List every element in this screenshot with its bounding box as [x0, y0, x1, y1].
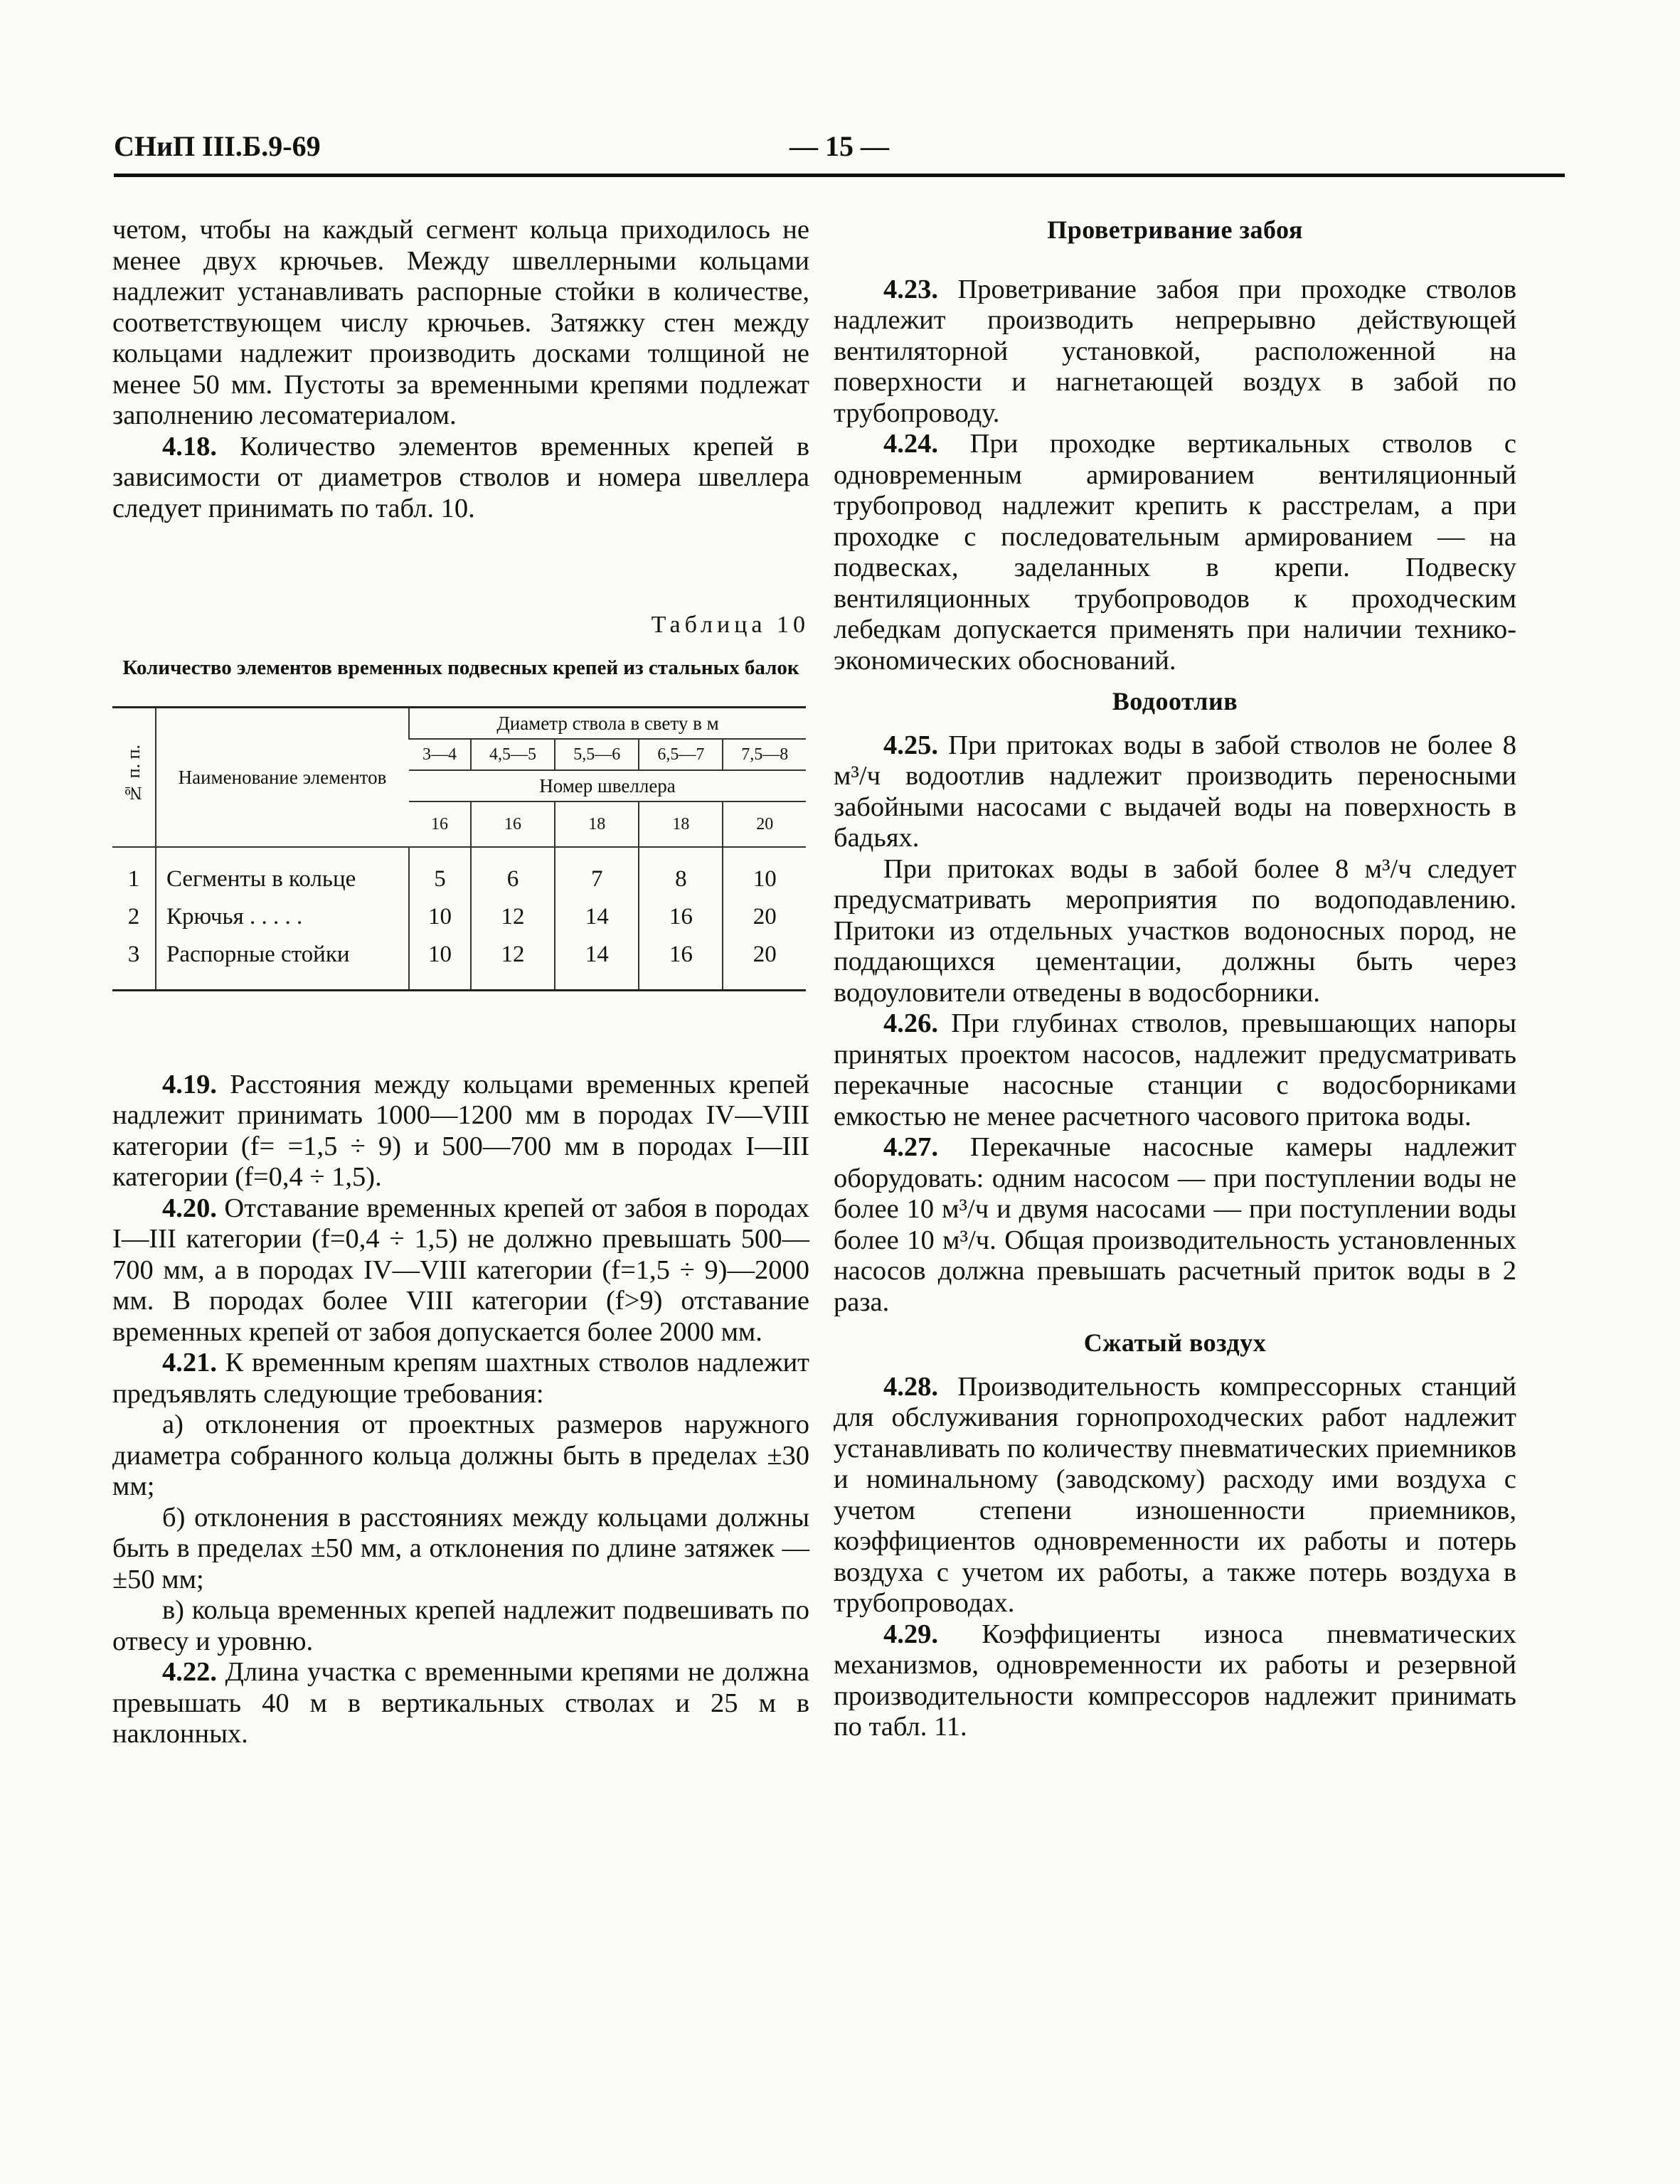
- page-number: — 15 —: [790, 130, 889, 162]
- row-value: 7: [555, 847, 639, 898]
- header-number-text: № п. п.: [123, 745, 144, 804]
- clause-number: 4.24.: [883, 429, 938, 459]
- table-row: [112, 936, 806, 991]
- clause-number: 4.27.: [883, 1132, 938, 1162]
- clause-text: При проходке вертикальных стволов с одновременным армированием вентиляционный трубопровод надлежит крепить к расстрелам, а при проходке с последовательным армированием — на подвесках, заделанных в крепи. Подвеску вентиляционных трубопроводов к проходческим лебедкам допускается применять при наличии технико-экономических обоснований.: [834, 429, 1517, 676]
- row-value: 10: [409, 936, 471, 991]
- table-row: [112, 898, 806, 936]
- header-channel: 20: [723, 801, 806, 847]
- clause-number: 4.23.: [883, 274, 938, 304]
- clause-text: Коэффициенты износа пневматических механизмов, одновременности их работы и резервной производительности компрессоров надлежит принимать по табл. 11.: [834, 1619, 1517, 1742]
- row-value: 10: [409, 898, 471, 936]
- clause-text: Расстояния между кольцами временных крепей надлежит принимать 1000—1200 мм в породах IV—VIII категории (f= =1,5 ÷ 9) и 500—700 мм в породах I—III категории (f=0,4 ÷ 1,5).: [112, 1069, 810, 1192]
- header-diameter: 6,5—7: [639, 739, 723, 770]
- paragraph-4-20: [112, 1193, 809, 1348]
- clause-text: Перекачные насосные камеры надлежит оборудовать: одним насосом — при поступлении воды не более 10 м³/ч и двумя насосами — при поступлении воды более 10 м³/ч. Общая производительность установленных насосов должна превышать расчетный приток воды в 2 раза.: [834, 1132, 1517, 1317]
- section-heading: Сжатый воздух: [1083, 1328, 1267, 1357]
- clause-text: При глубинах стволов, превышающих напоры принятых проектом насосов, надлежит предусматривать перекачные насосные станции с водосборниками емкостью не менее расчетного часового притока воды.: [834, 1008, 1517, 1131]
- clause-number: 4.18.: [162, 431, 217, 462]
- paragraph-continuation: четом, чтобы на каждый сегмент кольца приходилось не менее двух крючьев. Между швеллерными кольцами надлежит устанавливать распорные стойки в количестве, соответствующем числу крючьев. Затяжку стен между кольцами надлежит производить досками толщиной не менее 50 мм. Пустоты за временными крепями подлежат заполнению лесоматериалом.: [112, 215, 809, 430]
- table-row: [112, 847, 806, 898]
- row-name: Распорные стойки: [156, 936, 409, 991]
- row-number: 3: [127, 941, 140, 967]
- clause-number: 4.25.: [883, 730, 938, 760]
- paragraph-4-24: [834, 429, 1516, 676]
- table-label: Таблица 10: [651, 612, 809, 638]
- row-value: 5: [409, 847, 471, 898]
- table-header-row: [112, 707, 806, 739]
- row-value: 16: [639, 898, 723, 936]
- paragraph-4-23: [834, 275, 1516, 430]
- row-value: 10: [723, 847, 806, 898]
- row-name: Сегменты в кольце: [156, 847, 409, 898]
- header-channel: 16: [409, 801, 471, 847]
- clause-number: 4.22.: [162, 1657, 217, 1687]
- row-value: 16: [639, 936, 723, 991]
- section-heading: Проветривание забоя: [1047, 215, 1303, 244]
- table-10: [112, 706, 806, 991]
- paragraph-4-21: [112, 1348, 809, 1410]
- clause-number: 4.20.: [162, 1193, 217, 1223]
- header-cell-name: Наименование элементов: [156, 707, 409, 847]
- paragraph-4-22: [112, 1657, 809, 1750]
- clause-text: Производительность компрессорных станций для обслуживания горнопроходческих работ надлежит устанавливать по количеству пневматических приемников и номинальному (заводскому) расходу ими воздуха с учетом степени изношенности приемников, коэффициентов одновременности их работы и потерь воздуха с учетом их работы, а также потерь воздуха в трубопроводах.: [834, 1371, 1516, 1618]
- spacer: [112, 991, 809, 1070]
- clause-text: При притоках воды в забой стволов не более 8 м³/ч водоотлив надлежит производить переносными забойными насосами с выдачей воды на поверхность в бадьях.: [834, 730, 1516, 853]
- header-diameter: 5,5—6: [555, 739, 639, 770]
- header-diameter: 3—4: [409, 739, 471, 770]
- row-name: Крючья . . . . .: [156, 898, 409, 936]
- page-header: [114, 129, 1565, 177]
- header-diameter: 7,5—8: [723, 739, 806, 770]
- row-value: 8: [639, 847, 723, 898]
- row-number: 1: [127, 865, 140, 892]
- paragraph-4-19: [112, 1070, 809, 1193]
- header-diameter: 4,5—5: [471, 739, 555, 770]
- paragraph-4-28: [834, 1372, 1516, 1619]
- row-value: 6: [471, 847, 555, 898]
- clause-text: Отставание временных крепей от забоя в породах I—III категории (f=0,4 ÷ 1,5) не должно превышать 500—700 мм, а в породах IV—VIII категории (f=1,5 ÷ 9)—2000 мм. В породах более VIII категории (f>9) отставание временных крепей от забоя допускается более 2000 мм.: [112, 1193, 810, 1347]
- row-value: 12: [471, 936, 555, 991]
- list-item-a: а) отклонения от проектных размеров наружного диаметра собранного кольца должны быть в пределах ±30 мм;: [112, 1410, 809, 1501]
- header-channel: 18: [555, 801, 639, 847]
- list-item-c: в) кольца временных крепей надлежит подвешивать по отвесу и уровню.: [112, 1595, 809, 1656]
- clause-text: Длина участка с временными крепями не должна превышать 40 м в вертикальных стволах и 25 м в наклонных.: [112, 1657, 809, 1749]
- header-channel: 18: [639, 801, 723, 847]
- right-column: [834, 215, 1516, 1743]
- clause-number: 4.21.: [162, 1348, 217, 1378]
- row-value: 12: [471, 898, 555, 936]
- row-value: 14: [555, 936, 639, 991]
- clause-text: Количество элементов временных крепей в зависимости от диаметров стволов и номера швеллера следует принимать по табл. 10.: [112, 431, 810, 523]
- row-number: 2: [127, 903, 140, 929]
- header-cell-number: [112, 707, 156, 847]
- paragraph-4-25-continued: При притоках воды в забой более 8 м³/ч следует предусматривать мероприятия по водоподавлению. Притоки из отдельных участков водоносных пород, не поддающихся цементации, должны быть через водоуловители отведены в водосборники.: [834, 853, 1516, 1008]
- clause-text: Проветривание забоя при проходке стволов надлежит производить непрерывно действующей вентиляторной установкой, расположенной на поверхности и нагнетающей воздух в забой по трубопроводу.: [834, 274, 1516, 428]
- paragraph-4-18: [112, 432, 809, 525]
- table-title: Количество элементов временных подвесных крепей из стальных балок: [122, 656, 799, 679]
- clause-number: 4.29.: [883, 1619, 938, 1649]
- section-heading: Водоотлив: [1112, 687, 1238, 715]
- row-value: 20: [723, 936, 806, 991]
- left-column: [112, 215, 809, 1750]
- clause-number: 4.26.: [883, 1008, 938, 1038]
- clause-number: 4.28.: [883, 1371, 938, 1402]
- list-item-b: б) отклонения в расстояниях между кольцами должны быть в пределах ±50 мм, а отклонения по длине затяжек — ±50 мм;: [112, 1502, 809, 1594]
- row-value: 20: [723, 898, 806, 936]
- header-channel-group: Номер швеллера: [409, 770, 806, 801]
- paragraph-4-26: [834, 1008, 1516, 1132]
- document-code: СНиП III.Б.9-69: [114, 130, 321, 162]
- header-diameter-group: Диаметр ствола в свету в м: [409, 707, 806, 739]
- header-channel: 16: [471, 801, 555, 847]
- clause-number: 4.19.: [162, 1069, 217, 1099]
- paragraph-4-27: [834, 1132, 1516, 1318]
- clause-text: К временным крепям шахтных стволов надлежит предъявлять следующие требования:: [112, 1348, 809, 1409]
- row-value: 14: [555, 898, 639, 936]
- paragraph-4-29: [834, 1619, 1516, 1743]
- paragraph-4-25: [834, 730, 1516, 854]
